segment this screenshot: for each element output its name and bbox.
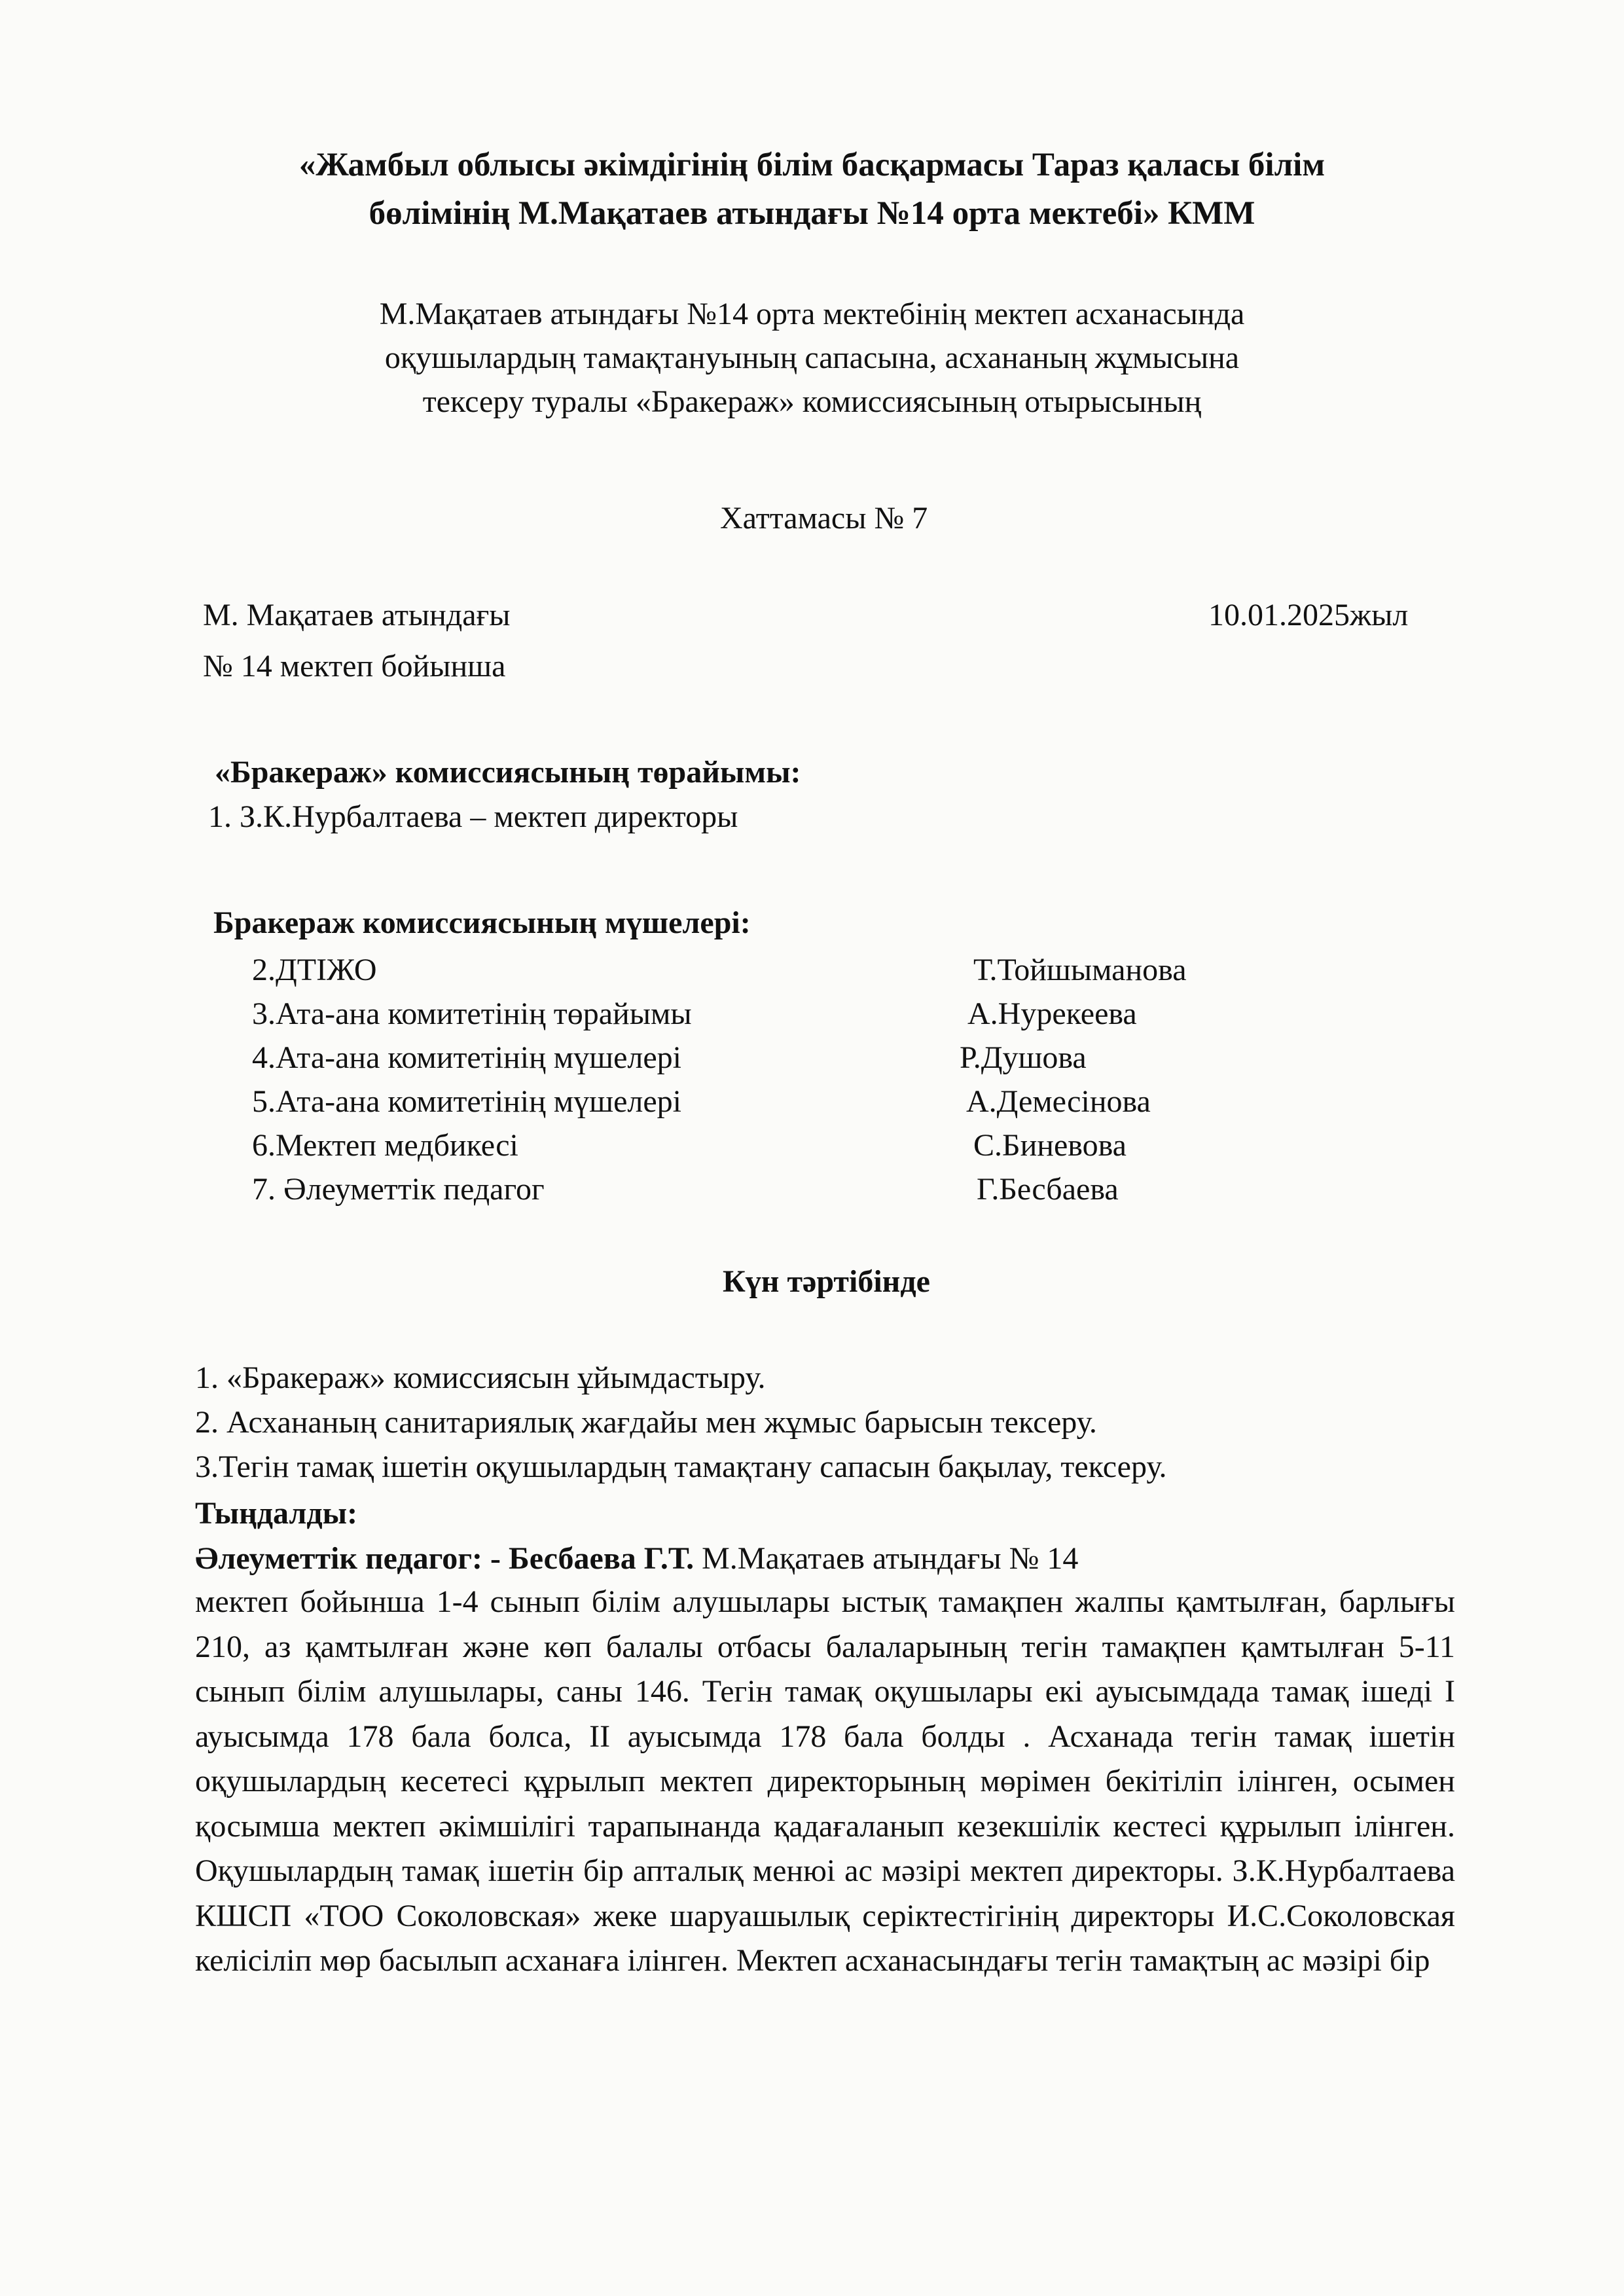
member-role: 3.Ата-ана комитетінің төрайымы [252,996,692,1031]
agenda-item: 1. «Бракераж» комиссиясын ұйымдастыру. [195,1360,766,1395]
member-role: 5.Ата-ана комитетінің мүшелері [252,1084,681,1119]
speaker-name: Әлеуметтік педагог: - Бесбаева Г.Т. [195,1541,695,1576]
member-name: А.Нурекеева [967,996,1137,1031]
member-name: А.Демесінова [966,1084,1151,1119]
protocol-date: 10.01.2025жыл [1208,598,1409,632]
agenda-item: 3.Тегін тамақ ішетін оқушылардың тамақтану сапасын бақылау, тексеру. [195,1449,1167,1484]
place-line1: М. Мақатаев атындағы [203,598,511,632]
speaker-line-tail: М.Мақатаев атындағы № 14 [694,1541,1079,1576]
member-name: Г.Бесбаева [977,1172,1119,1207]
member-role: 2.ДТІЖО [252,953,377,987]
org-header-line2: бөлімінің М.Мақатаев атындағы №14 орта мектебі» КММ [369,195,1255,232]
members-heading: Бракераж комиссиясының мүшелері: [213,905,751,940]
member-role: 6.Мектеп медбикесі [252,1128,518,1163]
member-name: Р.Душова [960,1040,1087,1075]
speaker-line [195,1539,1078,1578]
member-name: Т.Тойшыманова [973,953,1187,987]
heard-heading: Тыңдалды: [195,1496,358,1531]
agenda-item: 2. Асхананың санитариялық жағдайы мен жұмыс барысын тексеру. [195,1405,1097,1440]
member-role: 4.Ата-ана комитетінің мүшелері [252,1040,681,1075]
member-role: 7. Әлеуметтік педагог [252,1172,545,1207]
agenda-heading: Күн тәртібінде [723,1264,930,1299]
subject-line2: оқушылардың тамақтануының сапасына, асхананың жұмысына [384,340,1240,375]
subject-line1: М.Мақатаев атындағы №14 орта мектебінің мектеп асханасында [379,297,1245,331]
chair-heading: «Бракераж» комиссиясының төрайымы: [215,755,801,790]
protocol-title: Хаттамасы № 7 [720,501,928,536]
org-header-line1: «Жамбыл облысы әкімдігінің білім басқармасы Тараз қаласы білім [298,147,1326,183]
chair-item: 1. З.К.Нурбалтаева – мектеп директоры [208,799,738,834]
place-line2: № 14 мектеп бойынша [203,649,506,683]
member-name: С.Биневова [973,1128,1127,1163]
subject-line3: тексеру туралы «Бракераж» комиссиясының отырысының [422,384,1202,419]
heard-paragraph: мектеп бойынша 1-4 сынып білім алушылары ыстық тамақпен жалпы қамтылған, барлығы 210, аз қамтылған және көп балалы отбасы балаларының тегін тамақпен қамтылған 5-11 сынып білім алушылары, саны 146. Тегін тамақ оқушылары екі ауысымдада тамақ ішеді І ауысымда 178 бала болса, ІІ ауысымда 178 бала болды . Асханада тегін тамақ ішетін оқушылардың кесетесі құрылып мектеп директорының мөрімен бекітіліп ілінген, осымен қосымша мектеп әкімшілігі тарапынанда қадағаланып кезекшілік кестесі құрылып ілінген. Оқушылардың тамақ ішетін бір апталық менюі ас мәзірі мектеп директоры. З.К.Нурбалтаева КШСП «ТОО Соколовская» жеке шаруашылық серіктестігінің директоры И.С.Соколовская келісіліп мөр басылып асханаға ілінген. Мектеп асханасындағы тегін тамақтың ас мәзірі бір [195,1584,1455,1978]
